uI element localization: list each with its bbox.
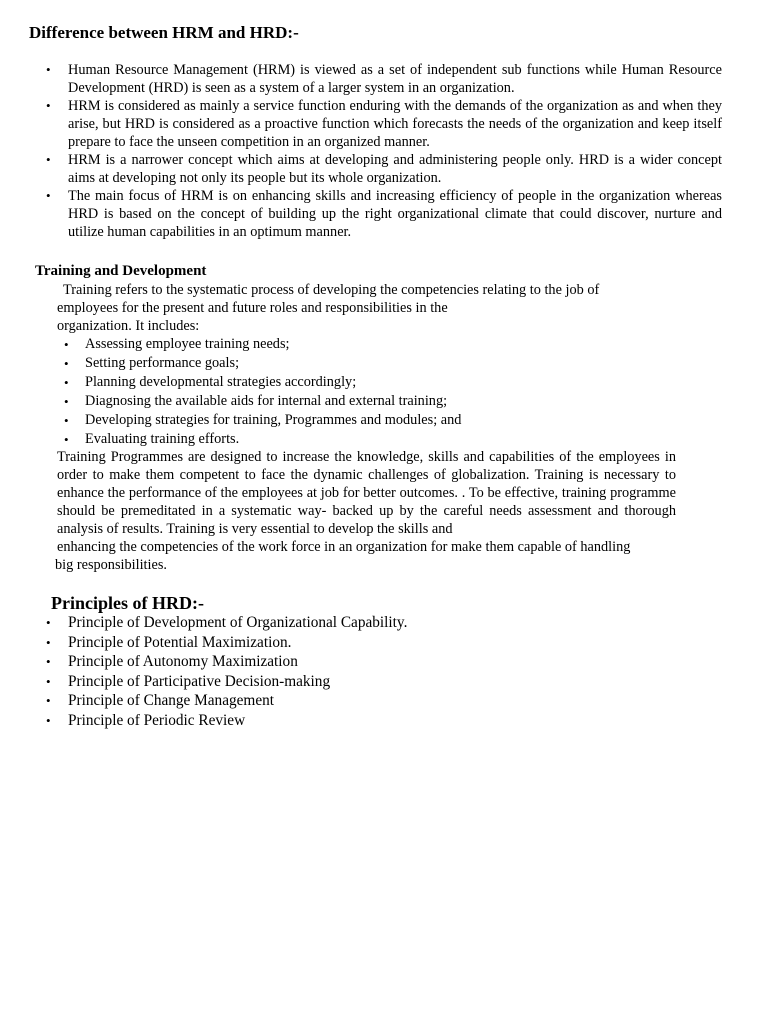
list-item-text: Diagnosing the available aids for internal and external training;: [85, 393, 448, 409]
bullet-icon: •: [46, 188, 51, 203]
list-item-text: Assessing employee training needs;: [85, 336, 290, 352]
list-item: [46, 61, 722, 97]
bullet-icon: •: [64, 337, 69, 352]
bullet-icon: •: [64, 356, 69, 371]
list-item: [46, 691, 407, 711]
section-heading-principles: Principles of HRD:-: [51, 593, 204, 613]
training-includes-list: [0, 335, 461, 449]
list-item-text: Principle of Change Management: [68, 692, 275, 709]
list-item: [46, 613, 408, 633]
list-item: [64, 430, 461, 449]
list-item-text: HRM is a narrower concept which aims at developing and administering people only. HRD is a wider concept aims at developing not only its people but its whole organization.: [68, 152, 722, 186]
list-item-text: Principle of Development of Organizational Capability.: [68, 614, 408, 631]
list-item-text: Setting performance goals;: [85, 355, 240, 371]
bullet-icon: •: [64, 413, 69, 428]
section-heading-hrm-vs-hrd: Difference between HRM and HRD:-: [29, 23, 299, 42]
list-item: [64, 335, 461, 354]
training-intro-line: organization. It includes:: [57, 318, 200, 334]
bullet-icon: •: [46, 152, 51, 167]
list-item: [64, 392, 461, 411]
list-item: [64, 373, 461, 392]
bullet-icon: •: [46, 98, 51, 113]
list-item: [46, 151, 722, 187]
bullet-icon: •: [46, 634, 51, 650]
bullet-icon: •: [46, 673, 51, 689]
bullet-icon: •: [64, 432, 69, 447]
list-item: [46, 672, 407, 692]
bullet-icon: •: [46, 654, 51, 669]
bullet-icon: •: [46, 712, 51, 728]
list-item: [46, 711, 407, 731]
list-item-text: Developing strategies for training, Programmes and modules; and: [85, 412, 462, 428]
list-item-text: Human Resource Management (HRM) is viewed as a set of independent sub functions while Human Resource Development (HRD) is seen as a system of a larger system in an organization.: [68, 62, 722, 96]
list-item: [64, 354, 461, 373]
bullet-icon: •: [64, 394, 69, 409]
principles-list: [0, 613, 407, 730]
training-paragraph-line: enhancing the competencies of the work force in an organization for make them capable of handling: [57, 539, 631, 555]
training-intro-line: Training refers to the systematic process of developing the competencies relating to the job of: [63, 282, 600, 298]
hrm-hrd-differences-list: [0, 61, 768, 241]
list-item: [64, 411, 462, 430]
training-intro-line: employees for the present and future roles and responsibilities in the: [57, 300, 448, 316]
list-item: [46, 187, 722, 241]
bullet-icon: •: [64, 375, 69, 390]
section-heading-training: Training and Development: [35, 263, 207, 279]
list-item: [46, 97, 722, 151]
bullet-icon: •: [46, 62, 51, 77]
bullet-icon: •: [46, 615, 51, 630]
list-item-text: Planning developmental strategies accordingly;: [85, 374, 357, 390]
list-item-text: Principle of Potential Maximization.: [68, 633, 292, 651]
list-item-text: The main focus of HRM is on enhancing skills and increasing efficiency of people in the organization whereas HRD is based on the concept of building up the right organizational climate that could discover, nurture and utilize human capabilities in an optimum manner.: [68, 188, 722, 240]
bullet-icon: •: [46, 693, 51, 708]
list-item: [46, 633, 407, 653]
list-item-text: Evaluating training efforts.: [85, 431, 240, 447]
list-item-text: Principle of Autonomy Maximization: [68, 653, 298, 670]
training-paragraph: Training Programmes are designed to increase the knowledge, skills and capabilities of the employees in order to make them competent to face the dynamic challenges of globalization. Training is necessary to enhance the performance of the employees at job for better outcomes. . To be effective, training programme should be premeditated in a systematic way- backed up by the careful needs assessment and thorough analysis of results. Training is very essential to develop the skills and: [57, 449, 676, 537]
list-item: [46, 652, 407, 672]
list-item-text: Principle of Periodic Review: [68, 711, 246, 729]
training-paragraph-line: big responsibilities.: [55, 557, 167, 573]
list-item-text: Principle of Participative Decision-making: [68, 672, 331, 690]
list-item-text: HRM is considered as mainly a service function enduring with the demands of the organization as and when they arise, but HRD is considered as a proactive function which forecasts the needs of the organization and keep itself prepare to face the unseen competition in an organized manner.: [68, 98, 722, 150]
